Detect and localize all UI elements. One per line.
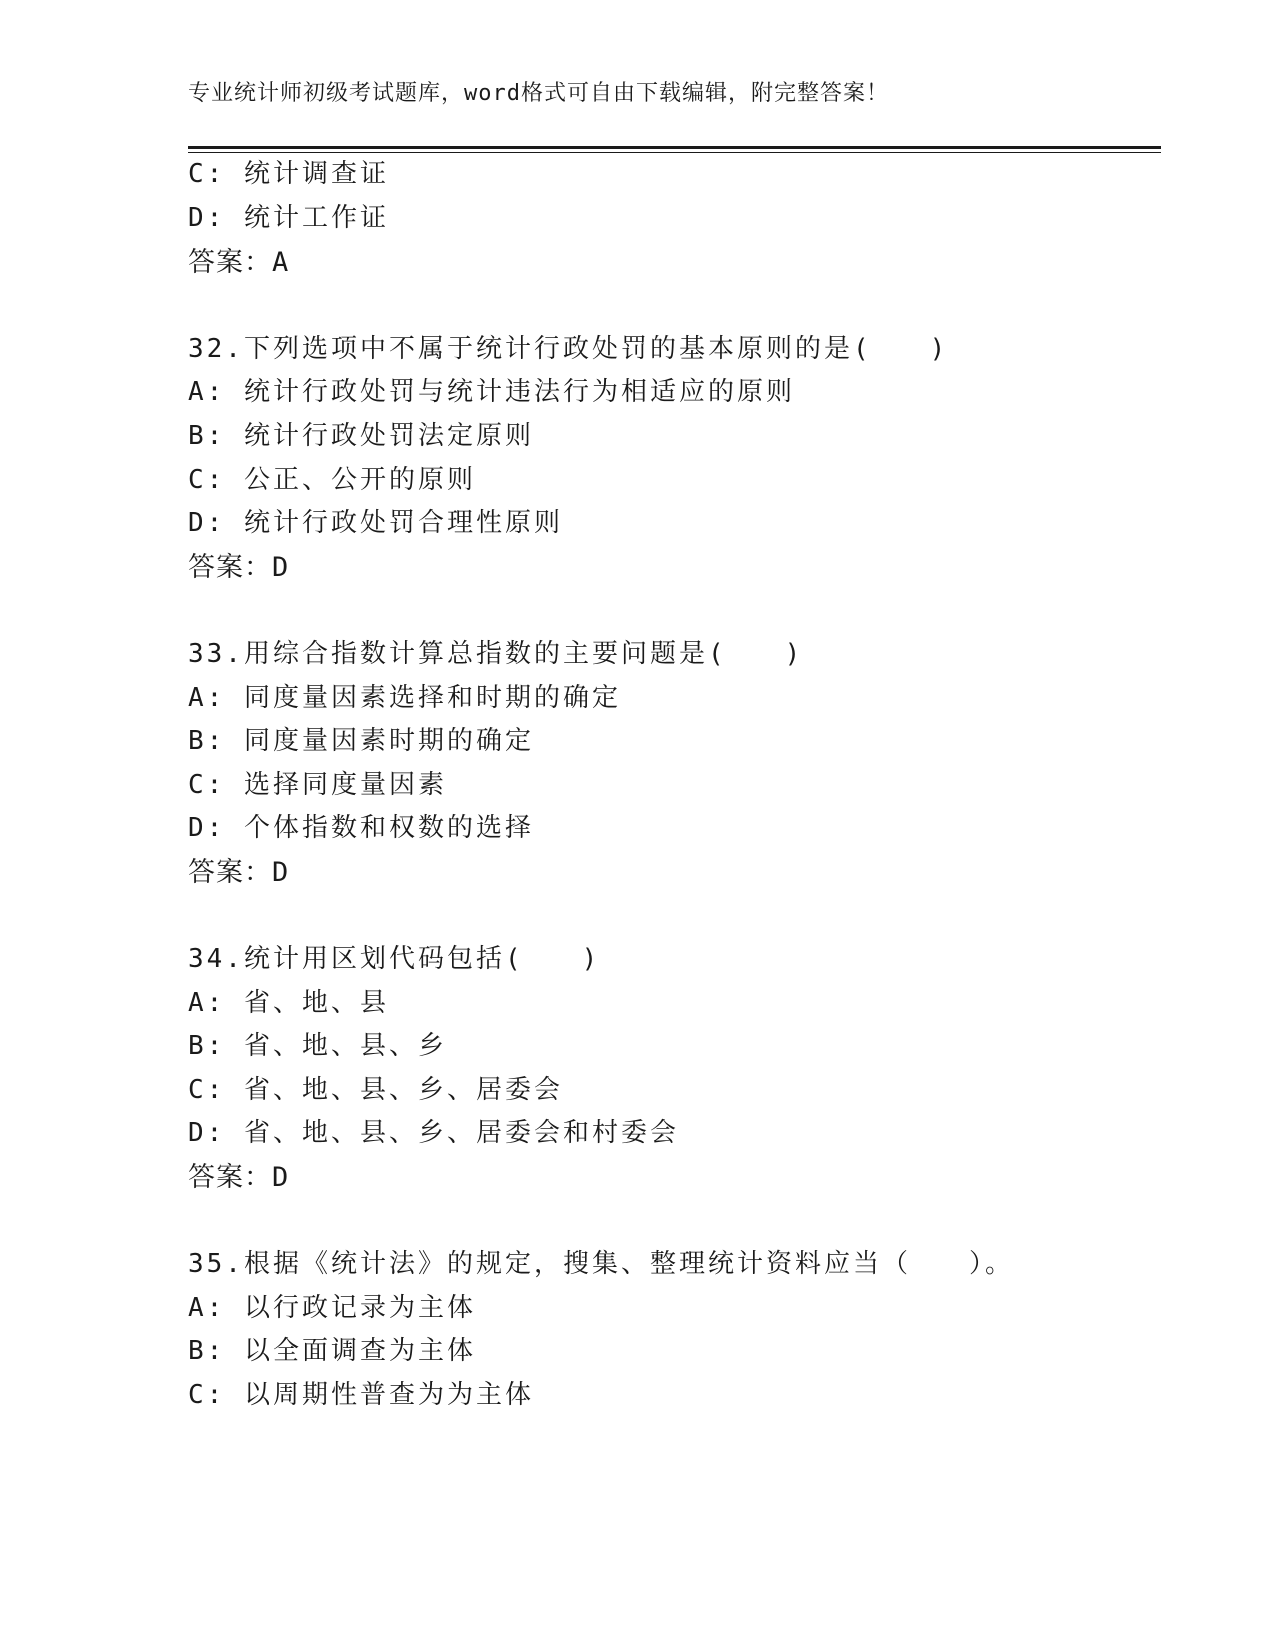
question-stem: 33.用综合指数计算总指数的主要问题是( ) xyxy=(188,639,804,669)
answer-label: 答案： xyxy=(188,1162,272,1193)
answer-line xyxy=(188,247,289,279)
answer-value: A xyxy=(272,247,290,278)
option-c: C: 统计调查证 xyxy=(188,159,389,189)
question-stem: 35.根据《统计法》的规定，搜集、整理统计资料应当（ ）。 xyxy=(188,1249,1014,1279)
option-d: D: 统计行政处罚合理性原则 xyxy=(188,508,563,538)
question-stem: 34.统计用区划代码包括( ) xyxy=(188,944,601,974)
option-b: B: 以全面调查为主体 xyxy=(188,1336,476,1366)
option-a: A: 统计行政处罚与统计违法行为相适应的原则 xyxy=(188,377,795,407)
header-rule-thick xyxy=(188,146,1161,149)
option-c: C: 公正、公开的原则 xyxy=(188,465,476,495)
question-stem: 32.下列选项中不属于统计行政处罚的基本原则的是( ) xyxy=(188,334,949,364)
option-a: A: 省、地、县 xyxy=(188,988,389,1018)
option-b: B: 统计行政处罚法定原则 xyxy=(188,421,534,451)
page-header: 专业统计师初级考试题库，word格式可自由下载编辑，附完整答案！ xyxy=(188,81,889,106)
option-c: C: 以周期性普查为为主体 xyxy=(188,1380,534,1410)
answer-label: 答案： xyxy=(188,247,272,278)
answer-label: 答案： xyxy=(188,857,272,888)
option-b: B: 同度量因素时期的确定 xyxy=(188,726,534,756)
answer-value: D xyxy=(272,857,290,888)
answer-value: D xyxy=(272,1162,290,1193)
answer-value: D xyxy=(272,552,290,583)
header-rule-thin xyxy=(188,152,1161,153)
option-d: D: 省、地、县、乡、居委会和村委会 xyxy=(188,1118,679,1148)
option-d: D: 统计工作证 xyxy=(188,203,389,233)
option-d: D: 个体指数和权数的选择 xyxy=(188,813,534,843)
option-c: C: 选择同度量因素 xyxy=(188,770,447,800)
answer-line xyxy=(188,857,289,889)
option-a: A: 以行政记录为主体 xyxy=(188,1293,476,1323)
answer-line xyxy=(188,552,289,584)
answer-label: 答案： xyxy=(188,552,272,583)
option-c: C: 省、地、县、乡、居委会 xyxy=(188,1075,563,1105)
option-b: B: 省、地、县、乡 xyxy=(188,1031,447,1061)
option-a: A: 同度量因素选择和时期的确定 xyxy=(188,683,621,713)
answer-line xyxy=(188,1162,289,1194)
